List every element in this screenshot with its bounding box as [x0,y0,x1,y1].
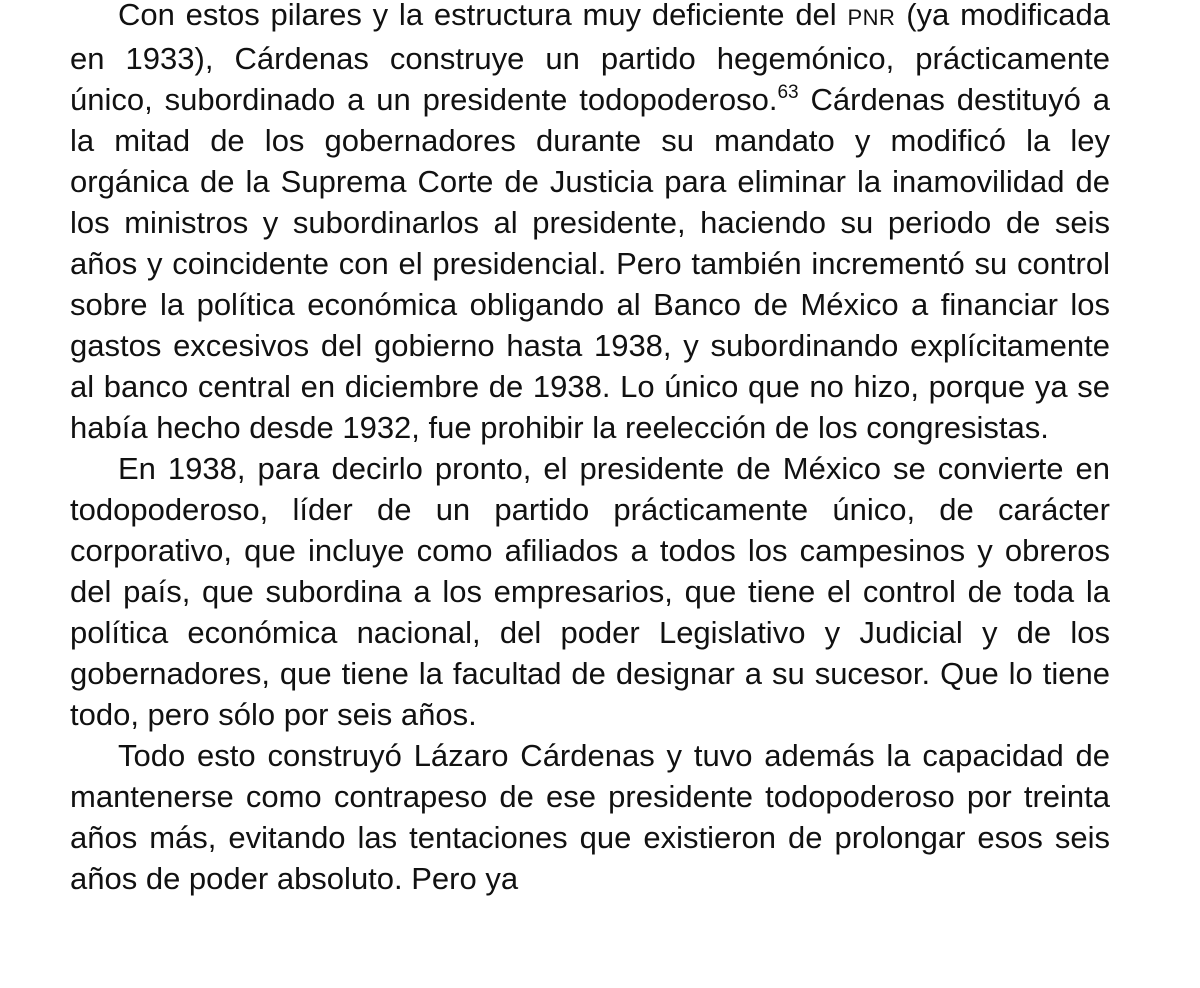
paragraph-3: Todo esto construyó Lázaro Cárdenas y tuvo además la capacidad de mantenerse como contrapeso de ese presidente todopoderoso por treinta años más, evitando las tentaciones que existieron de prolongar esos seis años de poder absoluto. Pero ya [70,738,1110,896]
paragraph-1-text-end: Cárdenas destituyó a la mitad de los gobernadores durante su mandato y modificó la ley orgánica de la Suprema Corte de Justicia para eliminar la inamovilidad de los ministros y subordinarlos al presidente, haciendo su periodo de seis años y coincidente con el presidencial. Pero también incrementó su control sobre la política económica obligando al Banco de México a financiar los gastos excesivos del gobierno hasta 1938, y subordinando explícitamente al banco central en diciembre de 1938. Lo único que no hizo, porque ya se había hecho desde 1932, fue prohibir la reelección de los congresistas. [70,82,1110,445]
paragraph-1-text-middle: (ya modificada en 1933), Cárdenas construye un partido hegemónico, prácticamente único, subordinado a un presidente todopoderoso. [70,0,1110,117]
pnr-abbreviation: PNR [847,5,896,30]
footnote-reference: 63 [777,82,799,103]
paragraph-2: En 1938, para decirlo pronto, el presidente de México se convierte en todopoderoso, líder de un partido prácticamente único, de carácter corporativo, que incluye como afiliados a todos los campesinos y obreros del país, que subordina a los empresarios, que tiene el control de toda la política económica nacional, del poder Legislativo y Judicial y de los gobernadores, que tiene la facultad de designar a su sucesor. Que lo tiene todo, pero sólo por seis años. [70,451,1110,732]
body-text [70,0,1110,899]
paragraph-1-text-start: Con estos pilares y la estructura muy deficiente del [118,0,848,32]
paragraph-1 [70,0,1110,448]
